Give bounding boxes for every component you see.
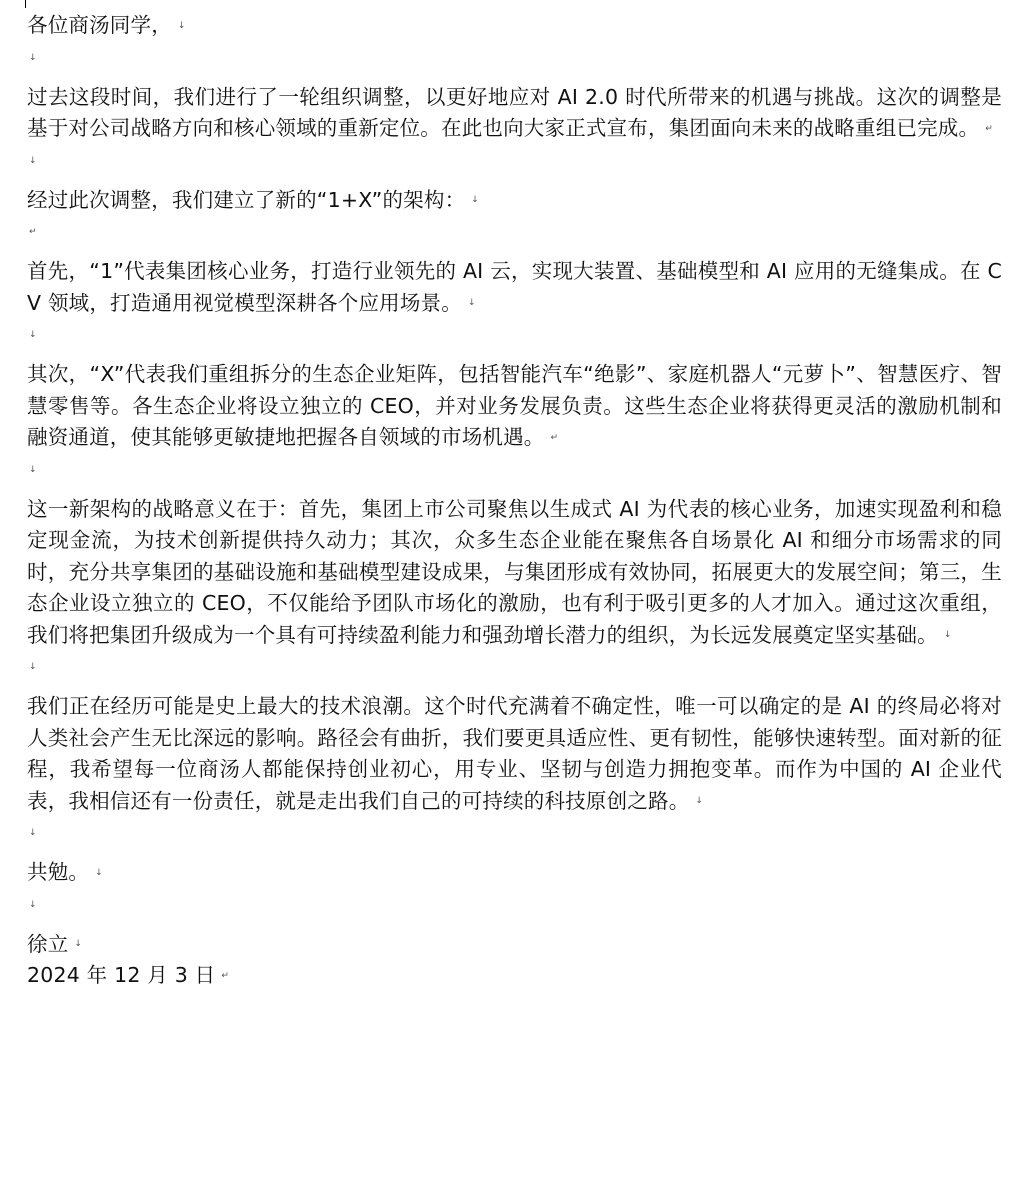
line-break-mark: ↓: [695, 796, 704, 806]
paragraph-mark: ↵: [221, 970, 230, 981]
line-break-mark: ↓: [471, 195, 480, 205]
paragraph-mark: ↵: [550, 432, 559, 443]
line-break-mark: ↓: [29, 52, 37, 63]
paragraph-ecosystem: 其次，“X”代表我们重组拆分的生态企业矩阵，包括智能汽车“绝影”、家庭机器人“元萝卜”、智慧医疗、智慧零售等。各生态企业将设立独立的 CEO，并对业务发展负责。这些生态企业将获得更灵活的激励机制和融资通道，使其能够更敏捷地把握各自领域的市场机遇。 ↵: [27, 362, 1002, 449]
empty-line: [27, 651, 1002, 691]
line-break-mark: ↓: [29, 330, 37, 340]
text-cursor: [25, 0, 26, 8]
paragraph-mark: ↵: [29, 227, 37, 237]
empty-line: [27, 145, 1002, 185]
paragraph-vision: 我们正在经历可能是史上最大的技术浪潮。这个时代充满着不确定性，唯一可以确定的是 AI 的终局必将对人类社会产生无比深远的影响。路径会有曲折，我们要更具适应性、更有韧性，能够快速转型。面对新的征程，我希望每一位商汤人都能保持创业初心，用专业、坚韧与创造力拥抱变革。而作为中国的 AI 企业代表，我相信还有一份责任，就是走出我们自己的可持续的科技原创之路。 ↓: [27, 694, 1002, 813]
empty-line: [27, 216, 1002, 256]
line-break-mark: ↓: [467, 298, 476, 308]
date: 2024 年 12 月 3 日 ↵: [27, 963, 230, 987]
empty-line: [27, 889, 1002, 929]
empty-line: [27, 817, 1002, 857]
line-break-mark: ↓: [943, 630, 952, 640]
line-break-mark: ↓: [29, 155, 37, 166]
document-body[interactable]: [27, 0, 1002, 992]
paragraph-strategy: 这一新架构的战略意义在于：首先，集团上市公司聚焦以生成式 AI 为代表的核心业务，加速实现盈利和稳定现金流，为技术创新提供持久动力；其次，众多生态企业能在聚焦各自场景化 AI 和细分市场需求的同时，充分共享集团的基础设施和基础模型建设成果，与集团形成有效协同，拓展更大的发展空间；第三，生态企业设立独立的 CEO，不仅能给予团队市场化的激励，也有利于吸引更多的人才加入。通过这次重组，我们将把集团升级成为一个具有可持续盈利能力和强劲增长潜力的组织，为长远发展奠定坚实基础。 ↓: [27, 496, 1002, 647]
empty-line: [27, 42, 1002, 82]
line-break-mark: ↓: [29, 828, 37, 838]
paragraph-intro: 过去这段时间，我们进行了一轮组织调整，以更好地应对 AI 2.0 时代所带来的机遇与挑战。这次的调整是基于对公司战略方向和核心领域的重新定位。在此也向大家正式宣布，集团面向未来的战略重组已完成。 ↵: [27, 84, 1002, 140]
line-break-mark: ↓: [29, 464, 37, 475]
paragraph-core-business: 首先，“1”代表集团核心业务，打造行业领先的 AI 云，实现大装置、基础模型和 AI 应用的无缝集成。在 CV 领域，打造通用视觉模型深耕各个应用场景。 ↓: [27, 259, 1002, 315]
line-break-mark: ↓: [177, 20, 186, 31]
closing: 共勉。 ↓: [27, 860, 103, 884]
signature: 徐立 ↓: [27, 931, 83, 956]
paragraph-structure: 经过此次调整，我们建立了新的“1+X”的架构： ↓: [27, 187, 480, 212]
paragraph-mark: ↵: [985, 123, 993, 134]
line-break-mark: ↓: [95, 867, 103, 878]
greeting: 各位商汤同学， ↓: [27, 13, 186, 37]
line-break-mark: ↓: [29, 899, 37, 910]
line-break-mark: ↓: [74, 939, 83, 949]
line-break-mark: ↓: [29, 662, 37, 672]
empty-line: [27, 319, 1002, 359]
empty-line: [27, 454, 1002, 494]
